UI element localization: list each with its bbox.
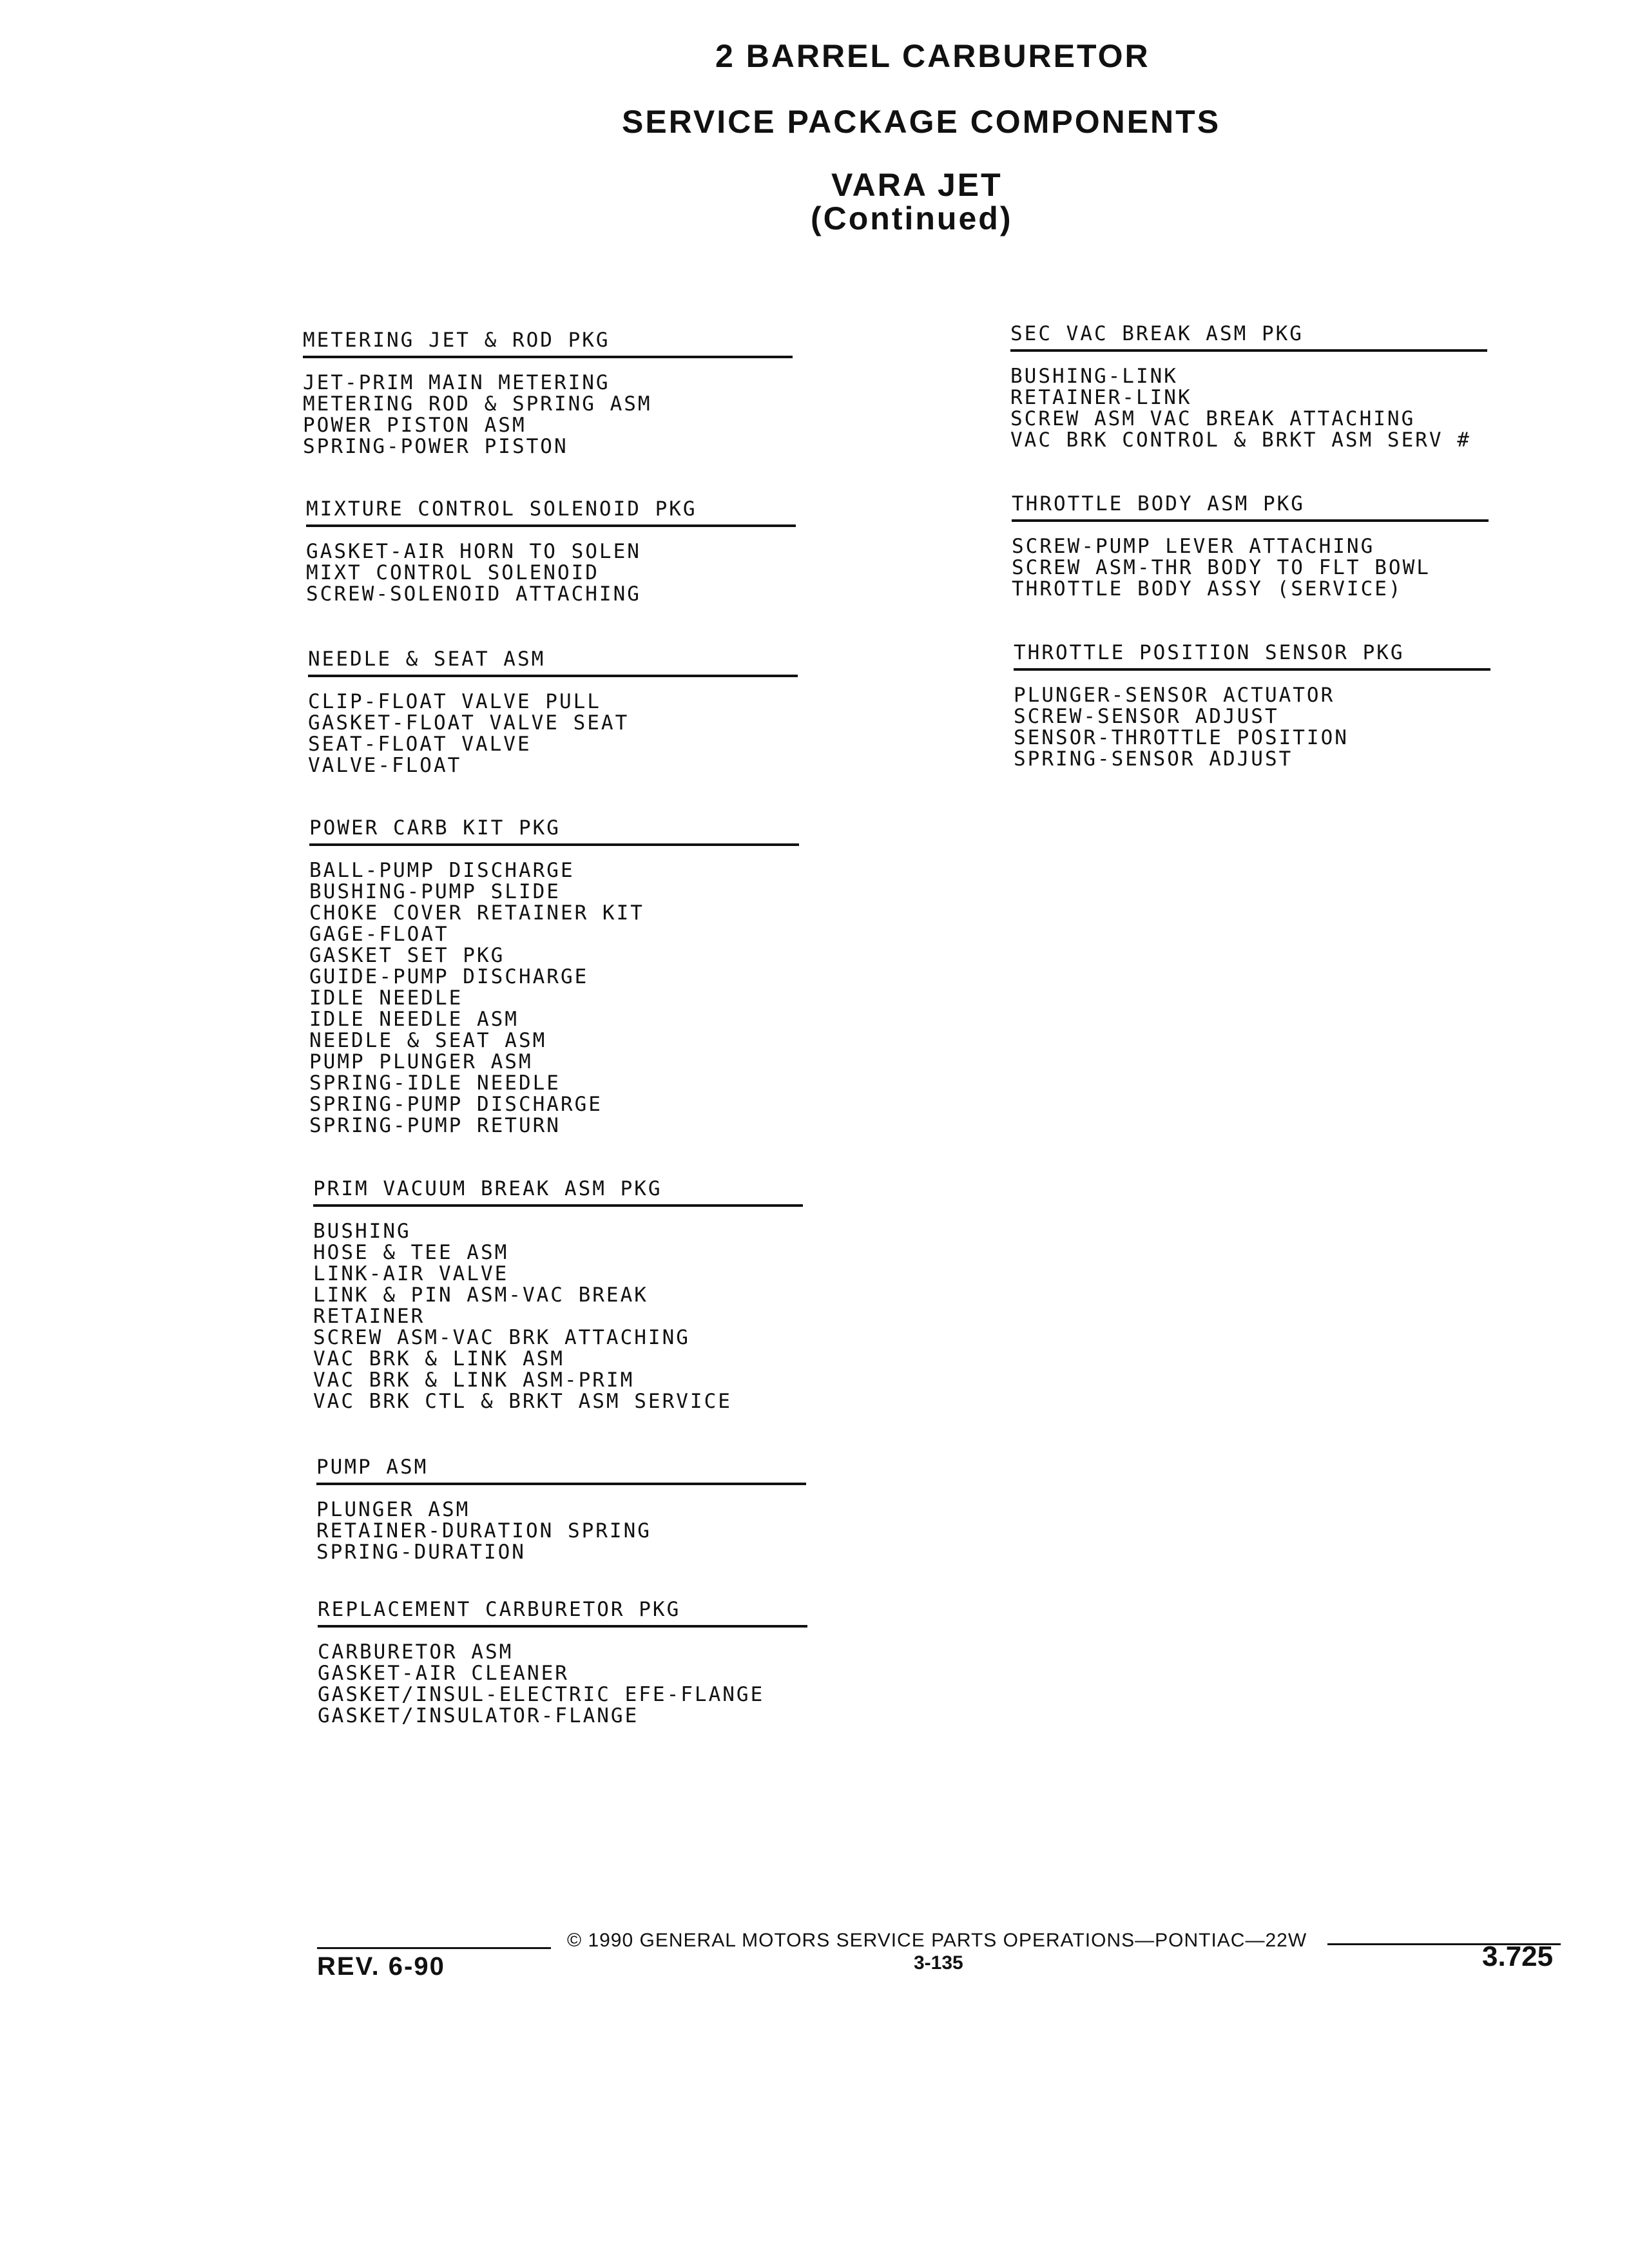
component-item: CHOKE COVER RETAINER KIT	[309, 901, 644, 925]
component-item: LINK & PIN ASM-VAC BREAK	[313, 1283, 648, 1307]
component-item: JET-PRIM MAIN METERING	[303, 371, 610, 394]
model-title: VARA JET	[831, 167, 1003, 203]
section-needle-seat	[308, 646, 798, 776]
component-item: RETAINER-DURATION SPRING	[316, 1519, 651, 1542]
section-throttle-position-sensor	[1014, 640, 1490, 770]
component-item: GASKET/INSUL-ELECTRIC EFE-FLANGE	[318, 1683, 765, 1706]
component-list	[306, 541, 796, 605]
continued-label: (Continued)	[811, 200, 1013, 236]
component-item: BUSHING-PUMP SLIDE	[309, 880, 561, 903]
section-replacement-carburetor	[318, 1597, 807, 1727]
component-item: SCREW-PUMP LEVER ATTACHING	[1012, 535, 1375, 558]
copyright-notice: © 1990 GENERAL MOTORS SERVICE PARTS OPERATIONS—PONTIAC—22W	[567, 1930, 1307, 1951]
component-item: RETAINER	[313, 1305, 425, 1328]
component-list	[318, 1642, 807, 1727]
component-item: SPRING-SENSOR ADJUST	[1014, 747, 1293, 771]
component-item: MIXT CONTROL SOLENOID	[306, 561, 599, 584]
component-list	[308, 691, 798, 776]
page-title: 2 BARREL CARBURETOR	[715, 38, 1150, 74]
component-item: PUMP PLUNGER ASM	[309, 1050, 533, 1073]
component-item: BUSHING	[313, 1220, 411, 1243]
component-item: GASKET/INSULATOR-FLANGE	[318, 1704, 639, 1727]
component-item: SPRING-POWER PISTON	[303, 435, 568, 458]
section-throttle-body	[1012, 491, 1489, 600]
component-item: GASKET-AIR CLEANER	[318, 1662, 569, 1685]
section-number: 3.725	[1482, 1941, 1554, 1972]
component-item: SCREW-SOLENOID ATTACHING	[306, 582, 641, 606]
component-item: SCREW ASM-THR BODY TO FLT BOWL	[1012, 556, 1431, 579]
component-item: SPRING-DURATION	[316, 1541, 526, 1564]
component-list	[1010, 366, 1487, 451]
component-item: CLIP-FLOAT VALVE PULL	[308, 690, 601, 713]
section-heading: PUMP ASM	[316, 1454, 806, 1485]
revision-label: REV. 6-90	[317, 1952, 445, 1981]
component-item: SCREW-SENSOR ADJUST	[1014, 705, 1279, 728]
component-item: SEAT-FLOAT VALVE	[308, 733, 532, 756]
component-item: GUIDE-PUMP DISCHARGE	[309, 965, 589, 988]
component-item: SPRING-IDLE NEEDLE	[309, 1072, 561, 1095]
component-item: BALL-PUMP DISCHARGE	[309, 859, 575, 882]
component-item: SPRING-PUMP RETURN	[309, 1114, 561, 1137]
component-list	[313, 1221, 803, 1412]
component-item: GASKET SET PKG	[309, 944, 505, 967]
component-item: VAC BRK & LINK ASM-PRIM	[313, 1369, 635, 1392]
section-heading: THROTTLE BODY ASM PKG	[1012, 491, 1489, 522]
section-prim-vacuum-break	[313, 1176, 803, 1412]
component-list	[303, 372, 793, 457]
component-list	[1014, 685, 1490, 770]
section-heading: NEEDLE & SEAT ASM	[308, 646, 798, 677]
section-heading: POWER CARB KIT PKG	[309, 815, 799, 846]
component-list	[309, 860, 799, 1137]
component-item: BUSHING-LINK	[1010, 365, 1178, 388]
page-reference: 3-135	[914, 1952, 963, 1974]
component-item: VAC BRK CONTROL & BRKT ASM SERV #	[1010, 428, 1471, 452]
component-list	[1012, 536, 1489, 600]
footer-rule-left	[317, 1947, 551, 1949]
component-item: HOSE & TEE ASM	[313, 1241, 509, 1264]
component-item: VAC BRK CTL & BRKT ASM SERVICE	[313, 1390, 732, 1413]
component-item: SPRING-PUMP DISCHARGE	[309, 1093, 602, 1116]
component-item: SENSOR-THROTTLE POSITION	[1014, 726, 1349, 749]
component-item: GASKET-AIR HORN TO SOLEN	[306, 540, 641, 563]
page-subtitle: SERVICE PACKAGE COMPONENTS	[622, 104, 1221, 140]
component-item: LINK-AIR VALVE	[313, 1262, 509, 1285]
component-item: PLUNGER ASM	[316, 1498, 470, 1521]
component-item: POWER PISTON ASM	[303, 414, 526, 437]
section-heading: METERING JET & ROD PKG	[303, 327, 793, 358]
component-item: RETAINER-LINK	[1010, 386, 1192, 409]
section-heading: SEC VAC BREAK ASM PKG	[1010, 321, 1487, 352]
component-item: IDLE NEEDLE ASM	[309, 1008, 519, 1031]
component-item: THROTTLE BODY ASSY (SERVICE)	[1012, 577, 1403, 601]
component-item: SCREW ASM VAC BREAK ATTACHING	[1010, 407, 1416, 430]
section-heading: PRIM VACUUM BREAK ASM PKG	[313, 1176, 803, 1207]
section-pump-asm	[316, 1454, 806, 1563]
section-heading: THROTTLE POSITION SENSOR PKG	[1014, 640, 1490, 671]
component-item: IDLE NEEDLE	[309, 986, 463, 1010]
section-metering-jet-rod	[303, 327, 793, 457]
section-heading: MIXTURE CONTROL SOLENOID PKG	[306, 496, 796, 527]
component-item: VAC BRK & LINK ASM	[313, 1347, 564, 1370]
component-item: SCREW ASM-VAC BRK ATTACHING	[313, 1326, 690, 1349]
component-list	[316, 1499, 806, 1563]
component-item: GASKET-FLOAT VALVE SEAT	[308, 711, 630, 735]
component-item: METERING ROD & SPRING ASM	[303, 392, 652, 416]
component-item: CARBURETOR ASM	[318, 1640, 514, 1664]
section-sec-vac-break	[1010, 321, 1487, 451]
section-heading: REPLACEMENT CARBURETOR PKG	[318, 1597, 807, 1628]
component-item: GAGE-FLOAT	[309, 923, 449, 946]
component-item: PLUNGER-SENSOR ACTUATOR	[1014, 684, 1335, 707]
component-item: VALVE-FLOAT	[308, 754, 462, 777]
section-mixture-control-solenoid	[306, 496, 796, 605]
component-item: NEEDLE & SEAT ASM	[309, 1029, 547, 1052]
section-power-carb-kit	[309, 815, 799, 1137]
